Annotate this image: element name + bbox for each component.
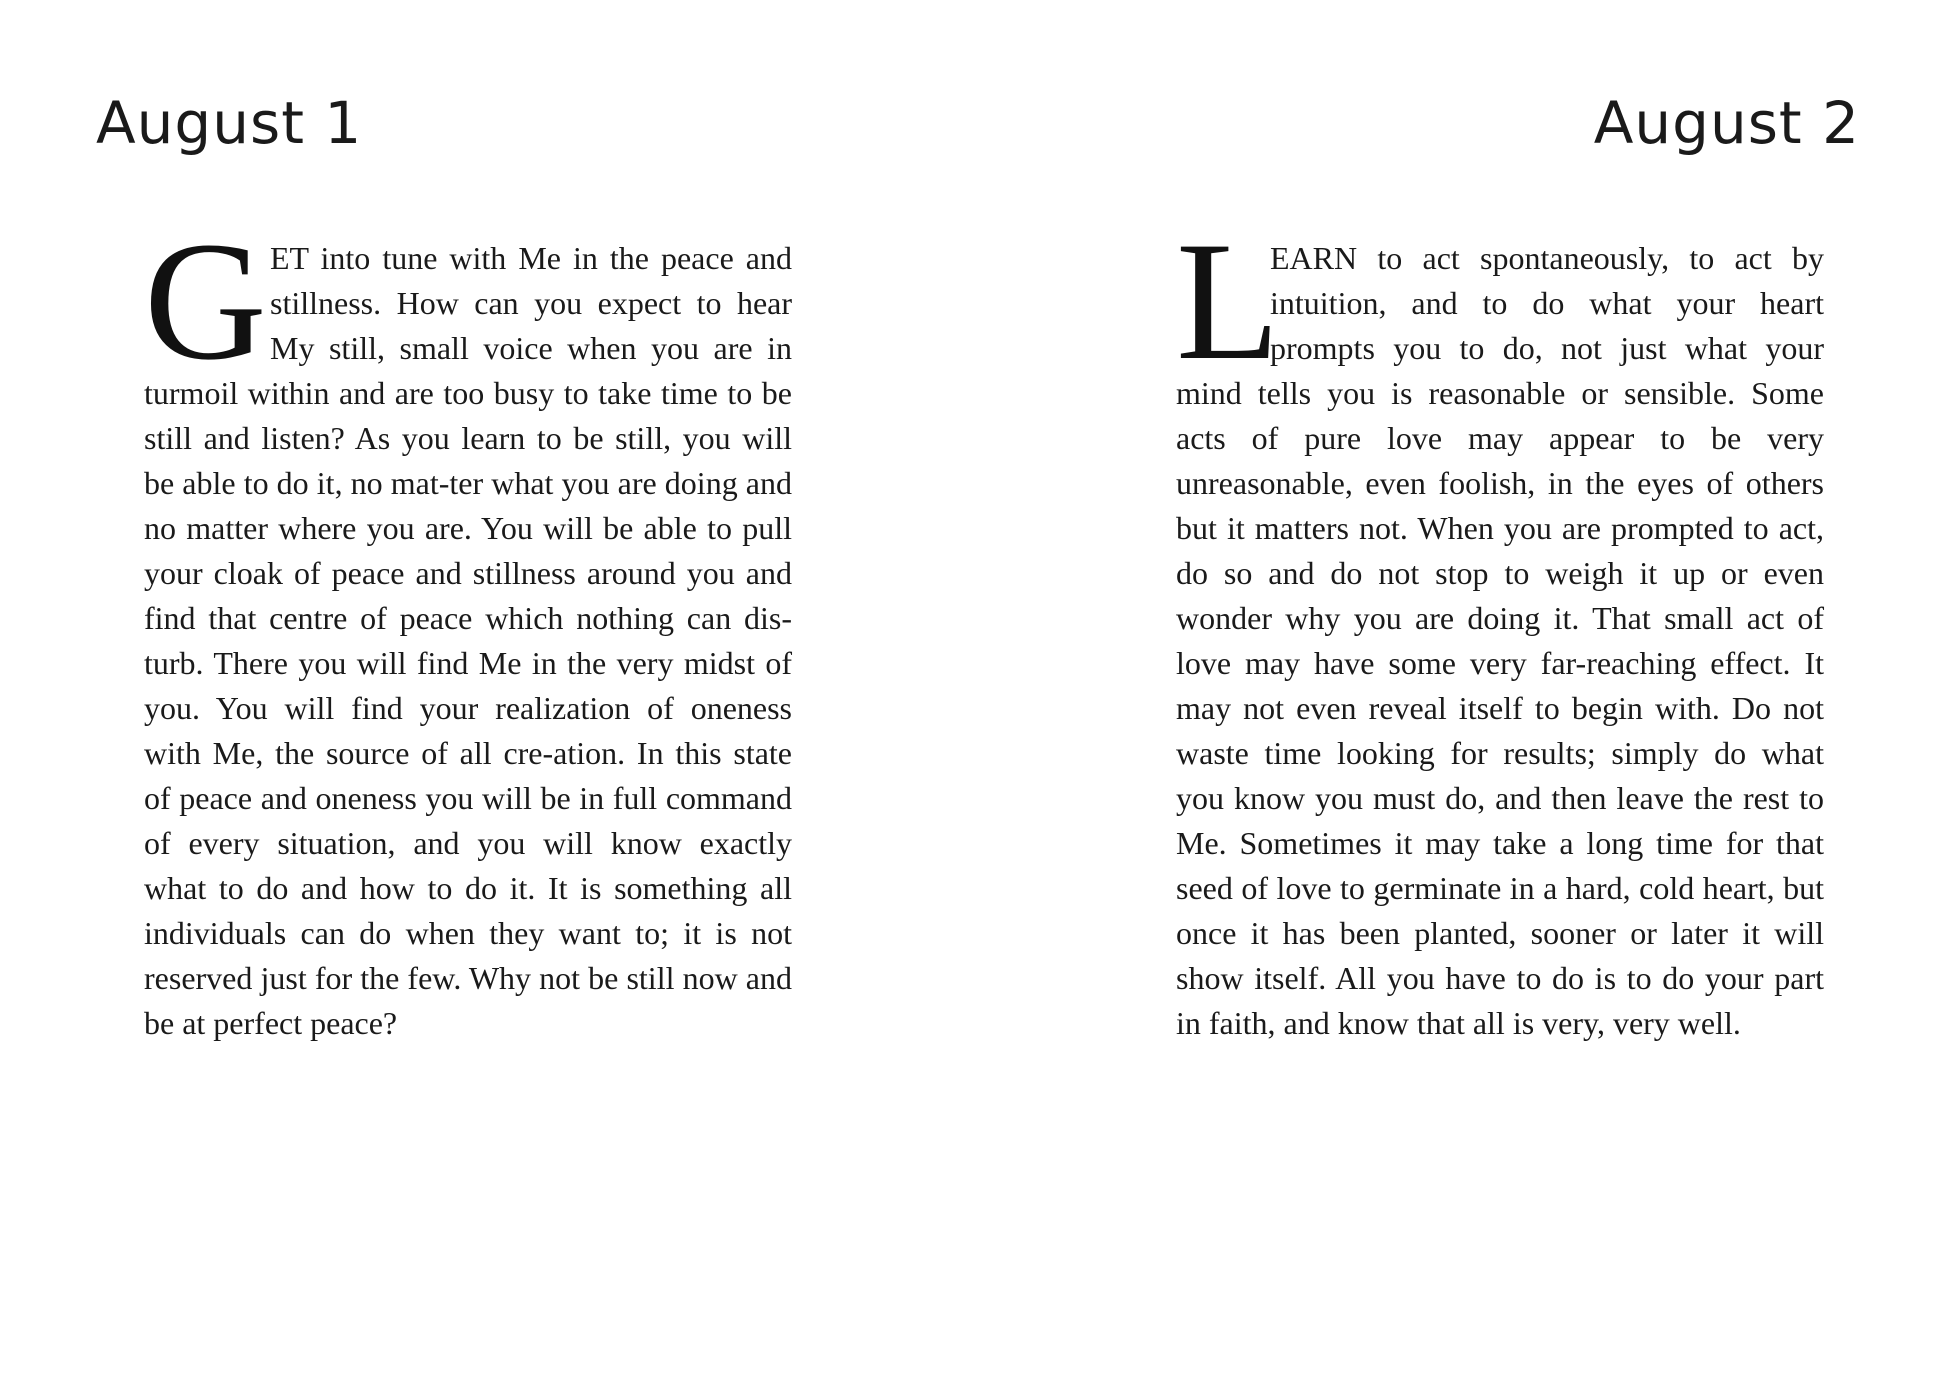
passage-text-right: EARN to act spontaneously, to act by intuition, and to do what your heart prompts you to do, not just what your mind tells you is reasonable or sensible. Some acts of pure love may appear to be very unreasonable, even foolish, in the eyes of others but it matters not. When you are prompted to act, do so and do not stop to weigh it up or even wonder why you are doing it. That small act of love may have some very far-reaching effect. It may not even reveal itself to begin with. Do not waste time looking for results; simply do what you know you must do, and then leave the rest to Me. Sometimes it may take a long time for that seed of love to germinate in a hard, cold heart, but once it has been planted, sooner or later it will show itself. All you have to do is to do your part in faith, and know that all is very, very well. [1176,240,1824,1041]
drop-cap-left-box [144,207,267,395]
drop-cap-right: L [1176,207,1280,395]
date-heading-right: August 2 [1593,89,1860,157]
passage-left [144,207,792,1046]
drop-cap-right-box [1176,207,1280,395]
right-page [978,0,1956,1400]
passage-right [1176,207,1824,1046]
passage-text-left: ET into tune with Me in the peace and stillness. How can you expect to hear My still, small voice when you are in turmoil within and are too busy to take time to be still and listen? As you learn to be still, you will be able to do it, no mat-ter what you are doing and no matter where you are. You will be able to pull your cloak of peace and stillness around you and find that centre of peace which nothing can dis-turb. There you will find Me in the very midst of you. You will find your realization of oneness with Me, the source of all cre-ation. In this state of peace and oneness you will be in full command of every situation, and you will know exactly what to do and how to do it. It is something all individuals can do when they want to; it is not reserved just for the few. Why not be still now and be at perfect peace? [144,240,792,1041]
drop-cap-left: G [144,207,267,395]
date-heading-left: August 1 [96,89,363,157]
